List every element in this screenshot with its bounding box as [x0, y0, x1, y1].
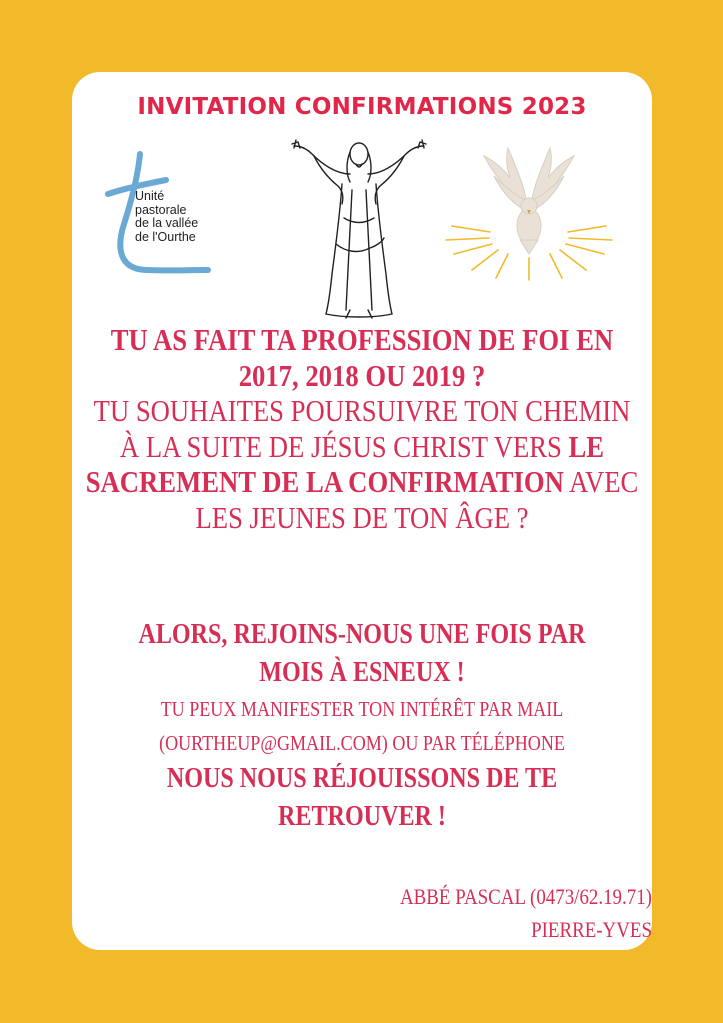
main-message — [72, 322, 652, 535]
message-text: À LA SUITE DE JÉSUS CHRIST VERS — [119, 428, 569, 464]
jesus-icon — [284, 134, 434, 320]
signatures — [400, 880, 652, 946]
message-text-bold: SACREMENT DE LA CONFIRMATION — [85, 464, 564, 499]
logo-line: de la vallée — [135, 216, 199, 230]
join-line: MOIS À ESNEUX ! — [259, 657, 465, 688]
page-title: INVITATION CONFIRMATIONS 2023 — [137, 94, 587, 120]
logo-text — [135, 190, 198, 244]
message-line: TU SOUHAITES POURSUIVRE TON CHEMIN — [93, 393, 631, 428]
signature-line: ABBÉ PASCAL (0473/62.19.71) — [400, 884, 652, 909]
message-line — [72, 429, 652, 465]
message-line: TU AS FAIT TA PROFESSION DE FOI EN — [110, 322, 614, 357]
message-line — [72, 464, 652, 500]
message-line: 2017, 2018 OU 2019 ? — [238, 357, 486, 393]
signature-line: PIERRE-YVES — [531, 917, 652, 942]
closing-line: NOUS NOUS RÉJOUISSONS DE TE — [166, 763, 558, 794]
contact-line: TU PEUX MANIFESTER TON INTÉRÊT PAR MAIL — [160, 697, 564, 721]
invitation-card — [72, 72, 652, 950]
message-text-bold: LE — [568, 428, 605, 464]
closing-message — [72, 760, 652, 836]
join-line: ALORS, REJOINS-NOUS UNE FOIS PAR — [138, 619, 586, 650]
join-message — [72, 616, 652, 692]
closing-line: RETROUVER ! — [278, 801, 446, 832]
parish-logo — [96, 144, 236, 284]
logo-line: de l'Ourthe — [135, 229, 196, 244]
logo-line: pastorale — [135, 202, 187, 217]
logo-line: Unité — [135, 189, 165, 203]
message-line: LES JEUNES DE TON ÂGE ? — [195, 499, 529, 535]
contact-line: (OURTHEUP@GMAIL.COM) OU PAR TÉLÉPHONE — [159, 731, 565, 755]
dove-icon — [444, 142, 614, 282]
contact-info — [72, 692, 652, 760]
message-text: AVEC — [563, 464, 639, 499]
